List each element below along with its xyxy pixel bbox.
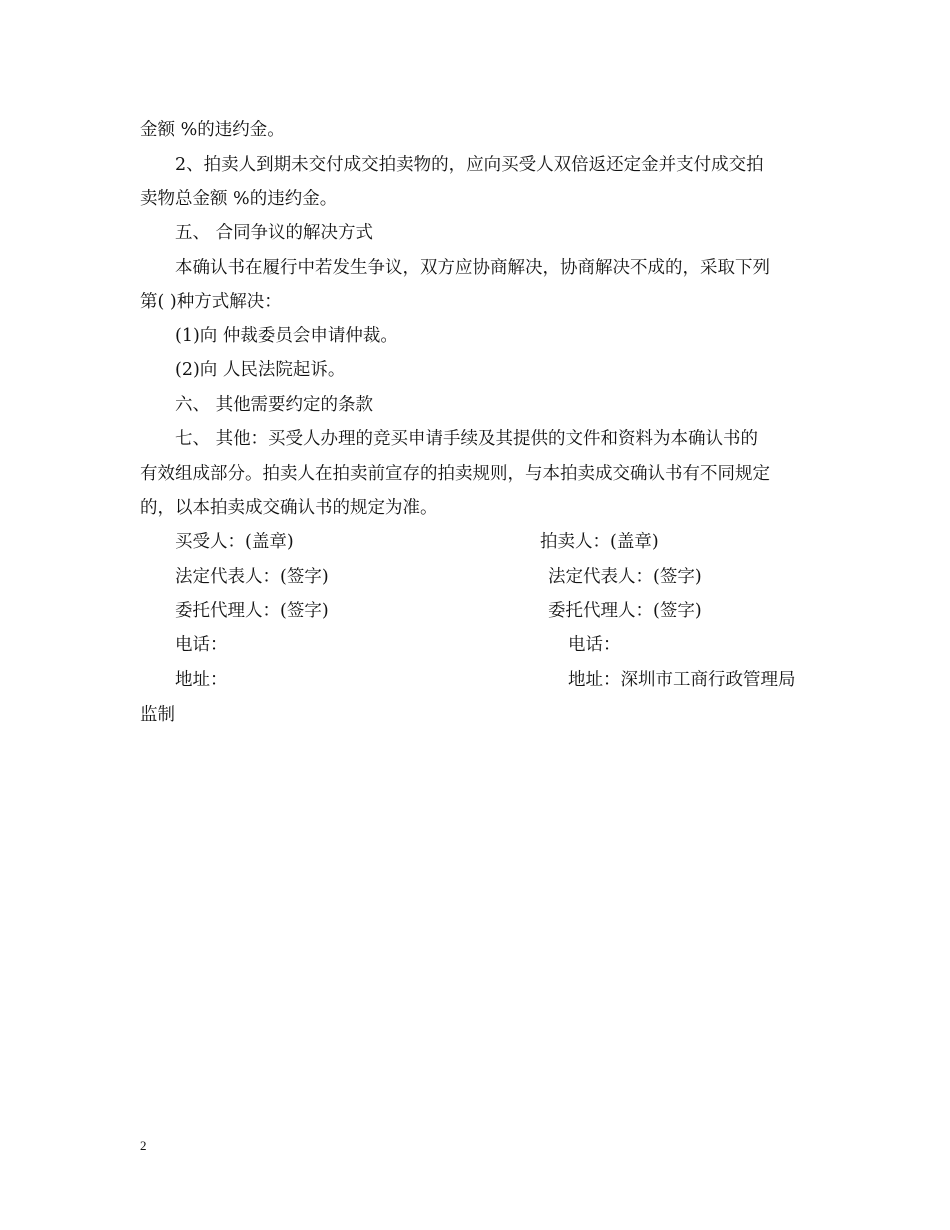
auctioneer-agent-line: 委托代理人：(签字) (548, 601, 702, 621)
section-heading: 六、 其他需要约定的条款 (175, 395, 374, 415)
option-line: (2)向 人民法院起诉。 (175, 360, 346, 380)
text-line: 有效组成部分。拍卖人在拍卖前宣存的拍卖规则，与本拍卖成交确认书有不同规定 (140, 464, 770, 484)
auctioneer-phone-line: 电话： (568, 635, 621, 655)
option-line: (1)向 仲裁委员会申请仲裁。 (175, 326, 398, 346)
auctioneer-representative-line: 法定代表人：(签字) (548, 567, 702, 587)
text-line: 2、拍卖人到期未交付成交拍卖物的，应向买受人双倍返还定金并支付成交拍 (175, 155, 764, 175)
buyer-representative-line: 法定代表人：(签字) (175, 567, 329, 587)
text-line: 金额 %的违约金。 (140, 120, 285, 140)
page-number: 2 (140, 1138, 147, 1153)
auctioneer-address-line: 地址：深圳市工商行政管理局 (568, 670, 796, 690)
buyer-agent-line: 委托代理人：(签字) (175, 601, 329, 621)
text-line: 卖物总金额 %的违约金。 (140, 189, 338, 209)
supervision-text: 监制 (140, 705, 175, 725)
section-heading: 五、 合同争议的解决方式 (175, 223, 374, 243)
auctioneer-signature-line: 拍卖人：(盖章) (540, 532, 659, 552)
text-line: 七、 其他：买受人办理的竞买申请手续及其提供的文件和资料为本确认书的 (175, 429, 759, 449)
buyer-signature-line: 买受人：(盖章) (175, 532, 294, 552)
text-line: 的，以本拍卖成交确认书的规定为准。 (140, 498, 438, 518)
buyer-phone-line: 电话： (175, 635, 228, 655)
text-line: 第( )种方式解决： (140, 292, 282, 312)
buyer-address-line: 地址： (175, 670, 228, 690)
text-line: 本确认书在履行中若发生争议，双方应协商解决，协商解决不成的，采取下列 (175, 258, 770, 278)
